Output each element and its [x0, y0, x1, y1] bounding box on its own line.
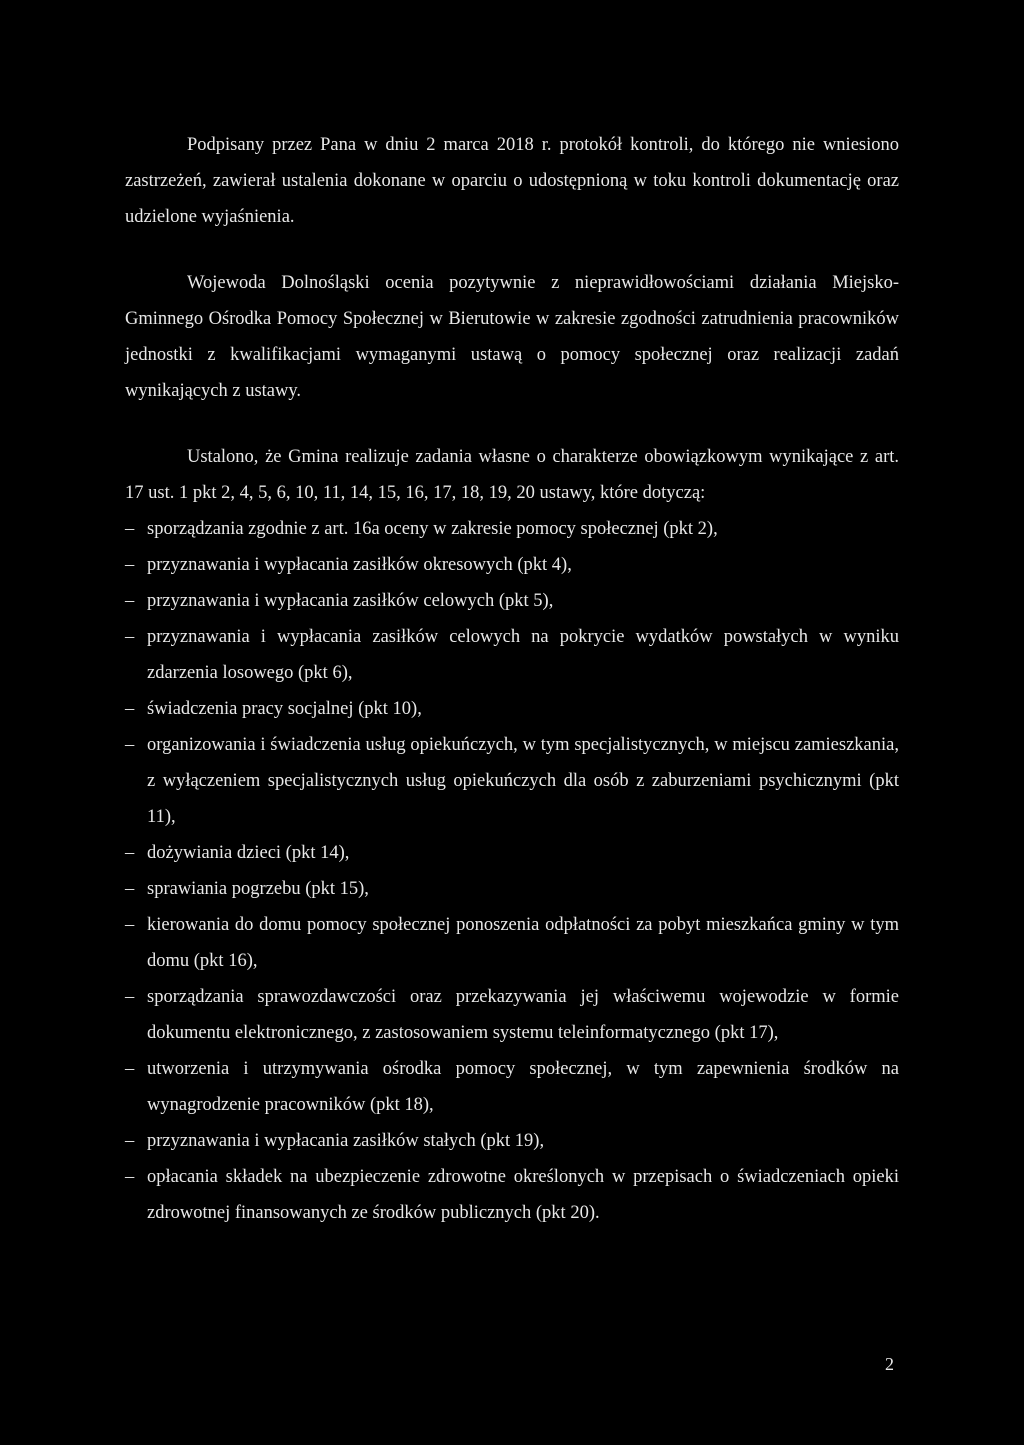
list-dash: –	[125, 915, 135, 935]
list-item	[125, 1051, 899, 1123]
list-item	[125, 907, 899, 979]
list-dash: –	[125, 555, 135, 575]
list-item-text: przyznawania i wypłacania zasiłków celowych (pkt 5),	[147, 591, 554, 611]
list-item-text: dożywiania dzieci (pkt 14),	[147, 843, 350, 863]
list-dash: –	[125, 591, 135, 611]
list-dash: –	[125, 519, 135, 539]
list-item-text: przyznawania i wypłacania zasiłków okresowych (pkt 4),	[147, 555, 572, 575]
list-dash: –	[125, 879, 135, 899]
list-dash: –	[125, 1059, 135, 1079]
list-item-text: sporządzania zgodnie z art. 16a oceny w zakresie pomocy społecznej (pkt 2),	[147, 519, 718, 539]
tasks-list	[125, 511, 899, 1231]
list-item	[125, 835, 899, 871]
list-item	[125, 583, 899, 619]
list-item	[125, 547, 899, 583]
list-item	[125, 1123, 899, 1159]
list-dash: –	[125, 1131, 135, 1151]
list-item	[125, 691, 899, 727]
paragraph-protocol: Podpisany przez Pana w dniu 2 marca 2018 r. protokół kontroli, do którego nie wniesiono zastrzeżeń, zawierał ustalenia dokonane w oparciu o udostępnioną w toku kontroli dokumentację oraz udzielone wyjaśnienia.	[125, 135, 899, 227]
paragraph-assessment: Wojewoda Dolnośląski ocenia pozytywnie z nieprawidłowościami działania Miejsko-Gminnego Ośrodka Pomocy Społecznej w Bierutowie w zakresie zgodności zatrudnienia pracowników jednostki z kwalifikacjami wymaganymi ustawą o pomocy społecznej oraz realizacji zadań wynikających z ustawy.	[125, 273, 899, 401]
list-item	[125, 511, 899, 547]
page-number: 2	[885, 1354, 894, 1374]
list-item-text: przyznawania i wypłacania zasiłków celowych na pokrycie wydatków powstałych w wyniku zdarzenia losowego (pkt 6),	[147, 627, 899, 683]
list-dash: –	[125, 843, 135, 863]
list-item-text: sporządzania sprawozdawczości oraz przekazywania jej właściwemu wojewodzie w formie dokumentu elektronicznego, z zastosowaniem systemu teleinformatycznego (pkt 17),	[147, 987, 899, 1043]
list-item-text: organizowania i świadczenia usług opiekuńczych, w tym specjalistycznych, w miejscu zamieszkania, z wyłączeniem specjalistycznych usług opiekuńczych dla osób z zaburzeniami psychicznymi (pkt 11),	[147, 735, 899, 827]
list-item	[125, 871, 899, 907]
list-item-text: opłacania składek na ubezpieczenie zdrowotne określonych w przepisach o świadczeniach opieki zdrowotnej finansowanych ze środków publicznych (pkt 20).	[147, 1167, 899, 1223]
list-dash: –	[125, 699, 135, 719]
list-item	[125, 727, 899, 835]
list-dash: –	[125, 735, 135, 755]
list-item-text: świadczenia pracy socjalnej (pkt 10),	[147, 699, 422, 719]
list-item-text: utworzenia i utrzymywania ośrodka pomocy społecznej, w tym zapewnienia środków na wynagrodzenie pracowników (pkt 18),	[147, 1059, 899, 1115]
list-dash: –	[125, 987, 135, 1007]
list-item	[125, 979, 899, 1051]
document-page	[125, 127, 899, 1231]
list-item-text: przyznawania i wypłacania zasiłków stałych (pkt 19),	[147, 1131, 545, 1151]
list-item	[125, 1159, 899, 1231]
paragraph-findings: Ustalono, że Gmina realizuje zadania własne o charakterze obowiązkowym wynikające z art. 17 ust. 1 pkt 2, 4, 5, 6, 10, 11, 14, 15, 16, 17, 18, 19, 20 ustawy, które dotyczą:	[125, 447, 899, 503]
list-dash: –	[125, 1167, 135, 1187]
list-item-text: sprawiania pogrzebu (pkt 15),	[147, 879, 369, 899]
list-item	[125, 619, 899, 691]
list-item-text: kierowania do domu pomocy społecznej ponoszenia odpłatności za pobyt mieszkańca gminy w tym domu (pkt 16),	[147, 915, 899, 971]
list-dash: –	[125, 627, 135, 647]
